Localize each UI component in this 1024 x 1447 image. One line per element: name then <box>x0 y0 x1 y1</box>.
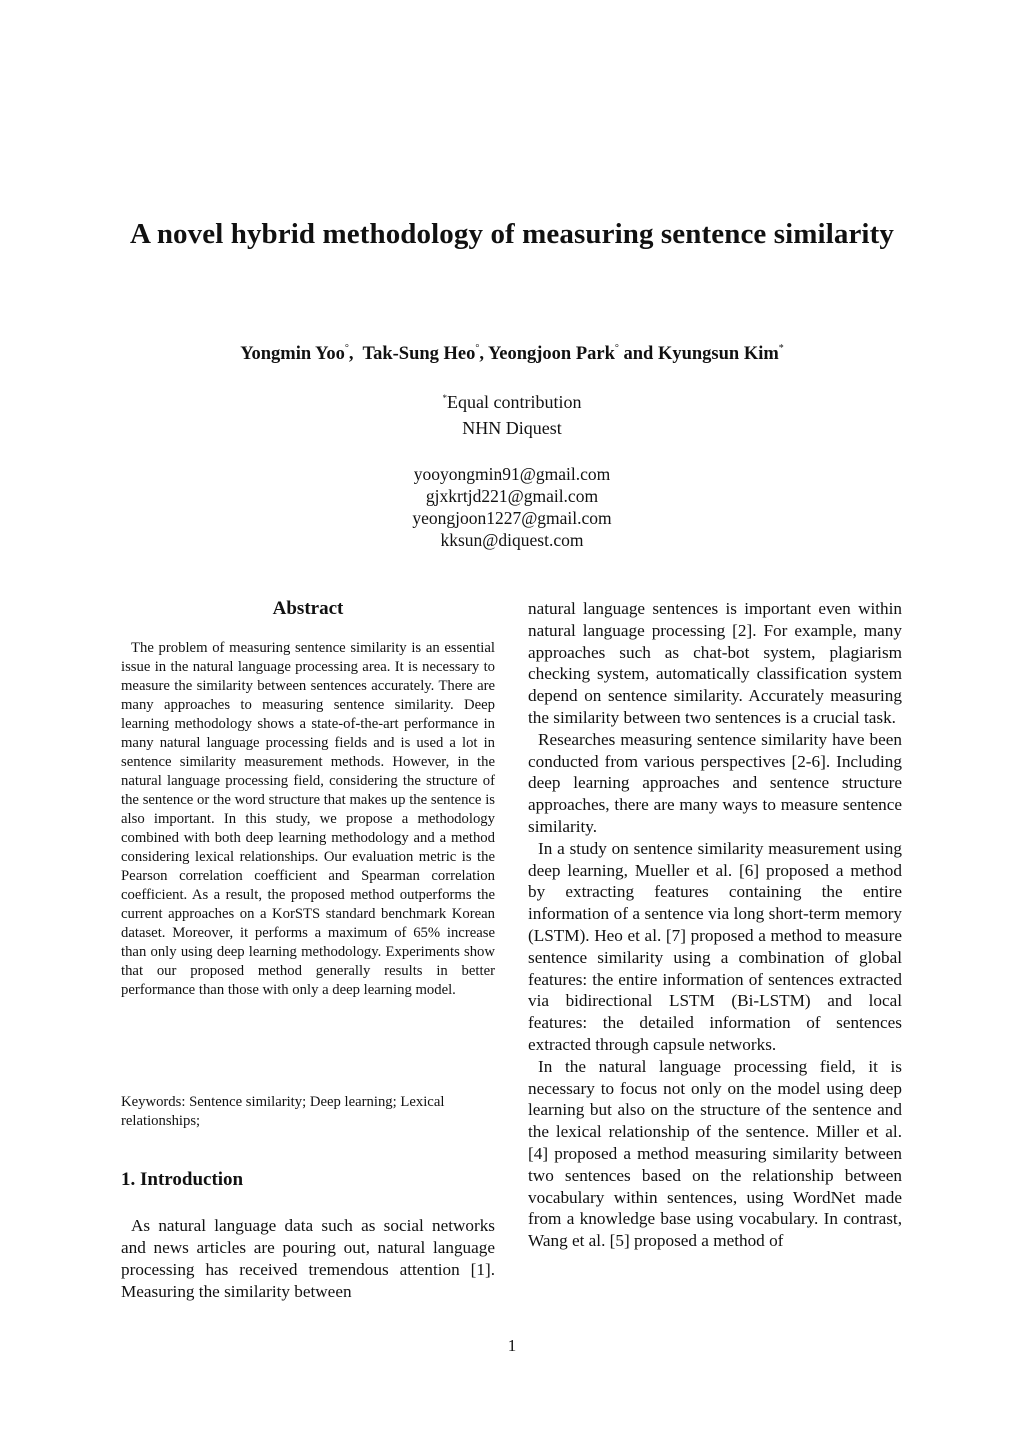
body-paragraph: In a study on sentence similarity measurement using deep learning, Mueller et al. [6] proposed a method by extracting features containing the entire information of a sentence via long short-term memory (LSTM). Heo et al. [7] proposed a method to measure sentence similarity using a combination of global features: the entire information of sentences extracted via bidirectional LSTM (Bi-LSTM) and local features: the detailed information of sentences extracted through capsule networks. <box>528 838 902 1054</box>
author-name: Kyungsun Kim <box>657 344 779 364</box>
paper-title: A novel hybrid methodology of measuring sentence similarity <box>130 218 894 250</box>
section-heading-introduction: 1. Introduction <box>121 1169 244 1190</box>
affiliation: NHN Diquest <box>462 418 562 438</box>
author-list <box>0 343 1024 365</box>
email: yooyongmin91@gmail.com <box>413 464 611 484</box>
email: kksun@diquest.com <box>440 530 584 550</box>
abstract-heading: Abstract <box>272 598 344 619</box>
email: yeongjoon1227@gmail.com <box>412 508 612 528</box>
author-mark: * <box>778 343 784 354</box>
author-name: Yeongjoon Park <box>487 344 615 364</box>
author-separator: , <box>479 344 488 364</box>
author-mark: ° <box>344 343 349 354</box>
page-number: 1 <box>507 1336 517 1355</box>
author-mark: ° <box>475 343 480 354</box>
email-list <box>0 463 1024 551</box>
email: gjxkrtjd221@gmail.com <box>425 486 599 506</box>
equal-contribution-note <box>0 392 1024 413</box>
equal-contribution-mark: * <box>442 393 447 403</box>
right-column <box>528 598 902 1252</box>
body-paragraph: natural language sentences is important even within natural language processing [2]. For example, many approaches such as chat-bot system, plagiarism checking system, automatically classification system depend on sentence similarity. Accurately measuring the similarity between two sentences is a crucial task. <box>528 599 902 727</box>
body-paragraph: In the natural language processing field, it is necessary to focus not only on the model using deep learning but also on the structure of the sentence and the lexical relationship of the sentence. Miller et al. [4] proposed a method measuring similarity between two sentences based on the relationship between vocabulary within sentences, using WordNet made from a knowledge base using vocabulary. In contrast, Wang et al. [5] proposed a method of <box>528 1056 902 1251</box>
author-name: Yongmin Yoo <box>240 344 345 364</box>
author-separator: and <box>618 344 658 364</box>
keywords: Keywords: Sentence similarity; Deep learning; Lexical relationships; <box>121 1094 445 1129</box>
equal-contribution-text: Equal contribution <box>447 392 582 412</box>
body-paragraph: Researches measuring sentence similarity have been conducted from various perspectives [2-6]. Including deep learning approaches and sentence structure approaches, there are many ways to measure sentence similarity. <box>528 729 902 836</box>
abstract-text: The problem of measuring sentence similarity is an essential issue in the natural language processing area. It is necessary to measure the similarity between sentences accurately. There are many approaches to measuring sentence similarity. Deep learning methodology shows a state-of-the-art performance in many natural language processing fields and is used a lot in sentence similarity measurement methods. However, in the natural language processing field, considering the structure of the sentence or the word structure that makes up the sentence is also important. In this study, we propose a methodology combined with both deep learning methodology and a method considering lexical relationships. Our evaluation metric is the Pearson correlation coefficient and Spearman correlation coefficient. As a result, the proposed method outperforms the current approaches on a KorSTS standard benchmark Korean dataset. Moreover, it performs a maximum of 65% increase than only using deep learning methodology. Experiments show that our proposed method generally results in better performance than those with only a deep learning model. <box>121 640 495 998</box>
introduction-paragraph: As natural language data such as social networks and news articles are pouring out, natural language processing has received tremendous attention [1]. Measuring the similarity between <box>121 1216 495 1301</box>
author-mark: ° <box>614 343 619 354</box>
author-name: Tak-Sung Heo <box>362 344 476 364</box>
author-separator: , <box>348 344 363 364</box>
